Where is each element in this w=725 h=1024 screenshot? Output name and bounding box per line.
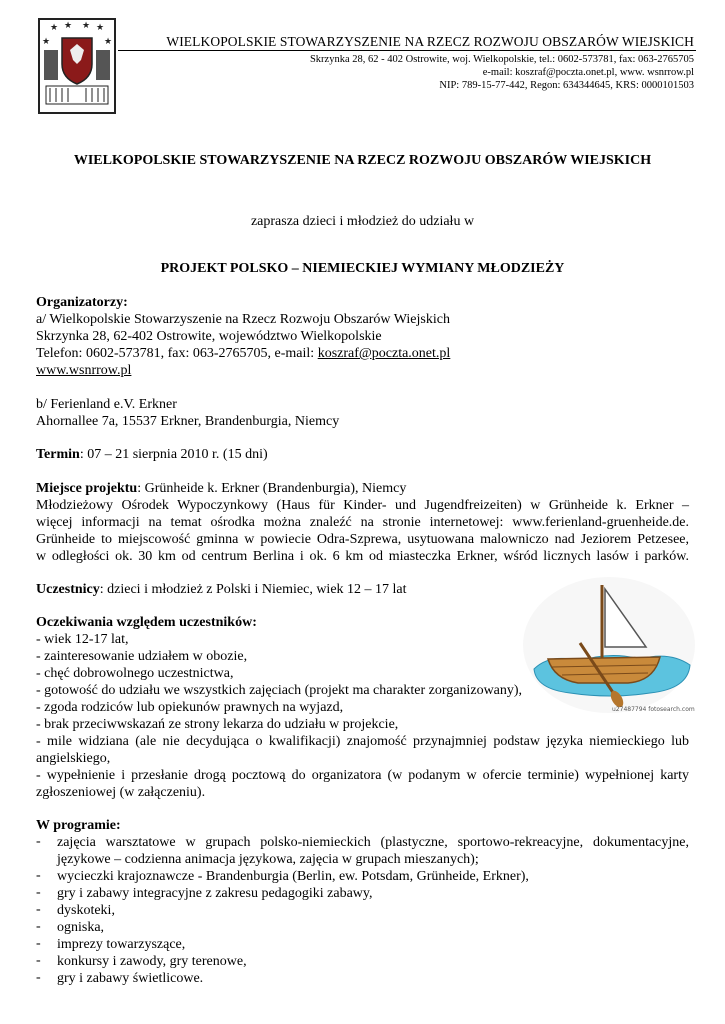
svg-text:★: ★ [82, 21, 91, 31]
term-label: Termin [36, 447, 80, 462]
list-item: gry i zabawy integracyjne z zakresu pedagogiki zabawy, [57, 886, 373, 901]
bullet-dash: - [36, 953, 41, 968]
place-desc-1: Młodzieżowy Ośrodek Wypoczynkowy (Haus für Kinder- und Jugendfreizeiten) w Grünheide k. Erkner – [36, 498, 689, 513]
list-item: - wiek 12-17 lat, [36, 632, 129, 647]
email-link[interactable]: koszraf@poczta.onet.pl [317, 346, 451, 361]
organizers-label: Organizatorzy: [36, 295, 128, 310]
illustration-caption: u27487794 fotosearch.com [612, 706, 695, 713]
list-item: - zgoda rodziców lub opiekunów prawnych na wyjazd, [36, 700, 344, 715]
place-desc-4: w odległości ok. 30 km od centrum Berlina i ok. 6 km od miasteczka Erkner, wśród licznych lasów i parków. [36, 549, 689, 564]
svg-text:★: ★ [64, 21, 73, 31]
sailboat-illustration [520, 573, 698, 716]
org-heading: WIELKOPOLSKIE STOWARZYSZENIE NA RZECZ ROZWOJU OBSZARÓW WIEJSKICH [73, 153, 652, 168]
sailboat-icon [520, 573, 698, 716]
list-item: ogniska, [57, 920, 105, 935]
participants-value: : dzieci i młodzież z Polski i Niemiec, wiek 12 – 17 lat [99, 582, 407, 597]
header-address: Skrzynka 28, 62 - 402 Ostrowite, woj. Wielkopolskie, tel.: 0602-573781, fax: 063-2765705 [309, 54, 694, 65]
bullet-dash: - [36, 919, 41, 934]
place-value: : Grünheide k. Erkner (Brandenburgia), Niemcy [137, 481, 407, 496]
bullet-dash: - [36, 902, 41, 917]
list-item: - chęć dobrowolnego uczestnictwa, [36, 666, 234, 681]
organizer-a-address: Skrzynka 28, 62-402 Ostrowite, województwo Wielkopolskie [36, 329, 382, 344]
organizer-a-name: a/ Wielkopolskie Stowarzyszenie na Rzecz Rozwoju Obszarów Wiejskich [36, 312, 450, 327]
svg-text:★: ★ [96, 23, 105, 33]
term-line [36, 446, 268, 463]
form-line-1: - wypełnienie i przesłanie drogą pocztową do organizatora (w podanym w ofercie terminie) wypełnionej karty [36, 768, 689, 783]
program-label: W programie: [36, 818, 121, 833]
svg-text:★: ★ [42, 37, 51, 47]
website-link[interactable]: www.wsnrrow.pl [36, 363, 132, 378]
header-divider [118, 50, 696, 51]
expectations-label: Oczekiwania względem uczestników: [36, 615, 257, 630]
header-org-name: WIELKOPOLSKIE STOWARZYSZENIE NA RZECZ ROZWOJU OBSZARÓW WIEJSKICH [166, 34, 694, 49]
organizer-b-address: Ahornallee 7a, 15537 Erkner, Brandenburgia, Niemcy [36, 414, 340, 429]
language-line-2: angielskiego, [36, 751, 111, 766]
project-title: PROJEKT POLSKO – NIEMIECKIEJ WYMIANY MŁODZIEŻY [160, 261, 565, 276]
svg-text:★: ★ [50, 23, 59, 33]
place-desc-2: więcej informacji na temat ośrodka można znaleźć na stronie internetowej: www.ferienland-gruenheide.de. [36, 515, 689, 530]
list-item: - gotowość do udziału we wszystkich zajęciach (projekt ma charakter zorganizowany), [36, 683, 523, 698]
list-item: imprezy towarzyszące, [57, 937, 186, 952]
list-item: - zainteresowanie udziałem w obozie, [36, 649, 248, 664]
place-line [36, 480, 406, 497]
list-item: - brak przeciwwskazań ze strony lekarza do udziału w projekcie, [36, 717, 399, 732]
bullet-dash: - [36, 885, 41, 900]
svg-text:★: ★ [104, 37, 113, 47]
term-value: : 07 – 21 sierpnia 2010 r. (15 dni) [79, 447, 268, 462]
bullet-dash: - [36, 970, 41, 985]
bullet-dash: - [36, 936, 41, 951]
bullet-dash: - [36, 868, 41, 883]
bullet-dash: - [36, 834, 41, 849]
form-line-2: zgłoszeniowej (w załączeniu). [36, 785, 206, 800]
program-item-1-line-2: językowe – codzienna animacja językowa, zajęcia w grupach mieszanych); [57, 852, 479, 867]
list-item: gry i zabawy świetlicowe. [57, 971, 204, 986]
place-desc-3: Grünheide to miejscowość gminna w powiecie Odra-Szprewa, usytuowana malowniczo nad Jeziorem Petzesee, [36, 532, 689, 547]
place-label: Miejsce projektu [36, 481, 138, 496]
header-ids: NIP: 789-15-77-442, Regon: 634344645, KRS: 0000101503 [439, 80, 694, 91]
list-item: wycieczki krajoznawcze - Brandenburgia (Berlin, ew. Potsdam, Grünheide, Erkner), [57, 869, 529, 884]
language-line-1: - mile widziana (ale nie decydująca o kwalifikacji) znajomość przynajmniej podstaw języka niemieckiego lub [36, 734, 689, 749]
invite-text: zaprasza dzieci i młodzież do udziału w [250, 214, 475, 229]
list-item: dyskoteki, [57, 903, 115, 918]
coat-of-arms-icon [36, 16, 118, 116]
participants-line [36, 581, 407, 598]
program-item-1-line-1: zajęcia warsztatowe w grupach polsko-niemieckich (plastyczne, sportowo-rekreacyjne, dokumentacyjne, [57, 835, 689, 850]
organizer-a-contact [36, 345, 450, 362]
header-email: e-mail: koszraf@poczta.onet.pl, www. wsnrrow.pl [482, 67, 694, 78]
list-item: konkursy i zawody, gry terenowe, [57, 954, 247, 969]
contact-prefix: Telefon: 0602-573781, fax: 063-2765705, e-mail: [36, 346, 318, 361]
organizer-b-name: b/ Ferienland e.V. Erkner [36, 397, 177, 412]
participants-label: Uczestnicy [36, 582, 100, 597]
